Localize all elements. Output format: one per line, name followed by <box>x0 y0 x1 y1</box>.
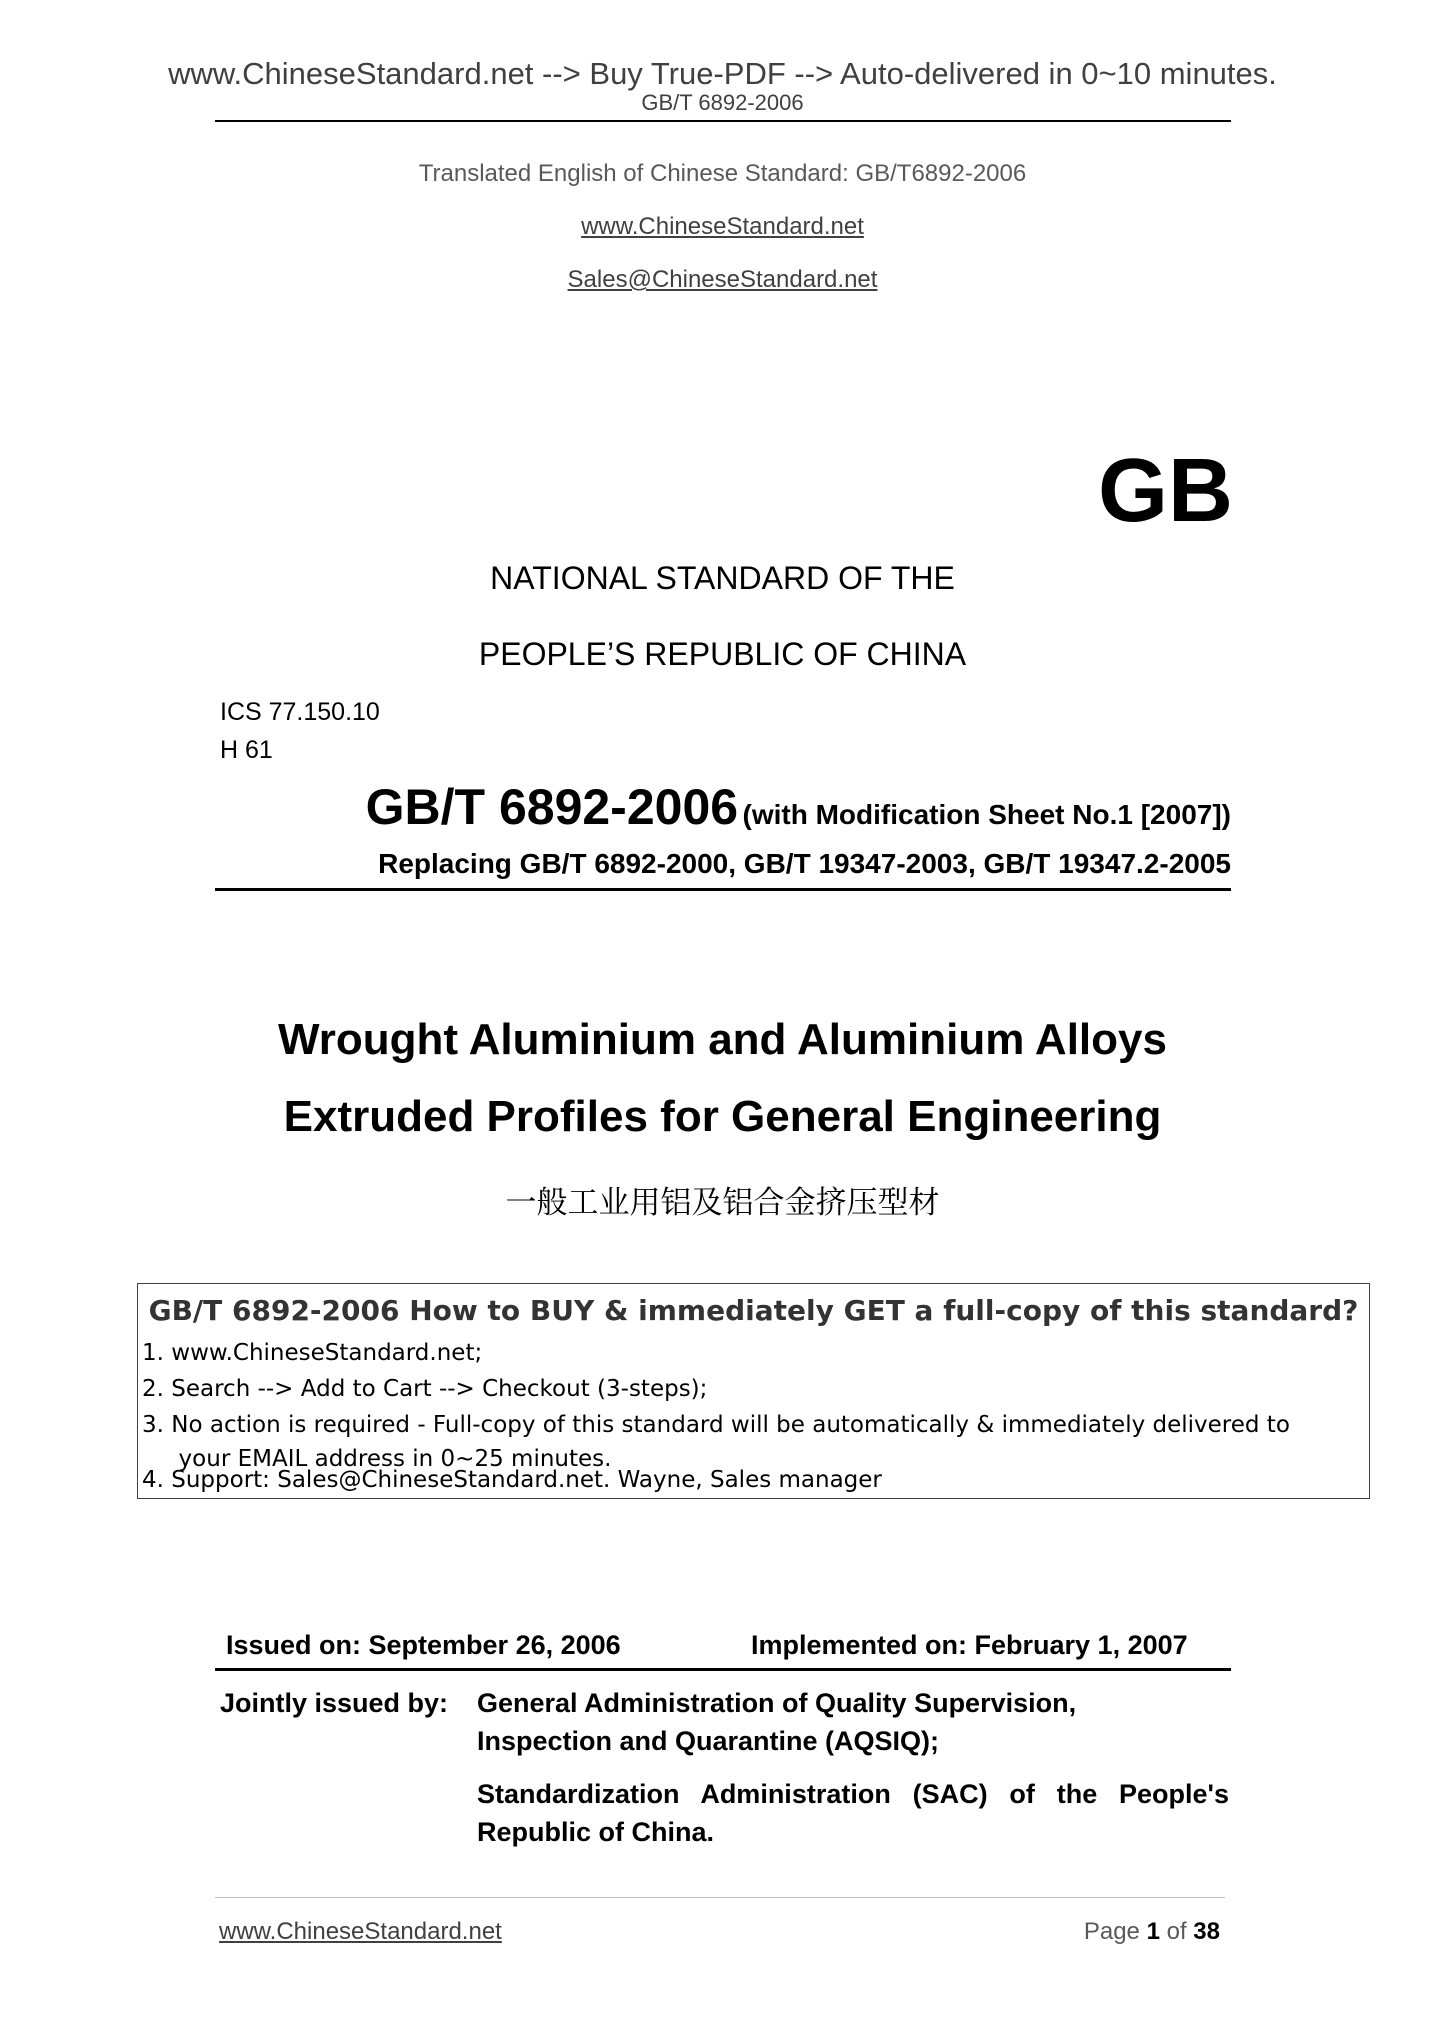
national-standard-line1: NATIONAL STANDARD OF THE <box>490 560 955 596</box>
issued-date: Issued on: September 26, 2006 <box>226 1630 621 1660</box>
header-rule <box>215 120 1231 122</box>
buy-info-box <box>137 1283 1370 1499</box>
issuer1-line2: Inspection and Quarantine (AQSIQ); <box>477 1726 940 1756</box>
standard-number-line <box>366 778 1231 836</box>
dates-rule <box>215 1668 1231 1671</box>
page-current: 1 <box>1146 1918 1160 1945</box>
issuer2-line1: Standardization Administration (SAC) of the People's <box>477 1779 1229 1809</box>
title-line2: Extruded Profiles for General Engineering <box>283 1092 1162 1141</box>
ics-code: ICS 77.150.10 <box>220 698 380 726</box>
implemented-date: Implemented on: February 1, 2007 <box>751 1630 1188 1660</box>
buy-step-2: 2. Search --> Add to Cart --> Checkout (3-steps); <box>142 1376 708 1402</box>
email-link[interactable]: Sales@ChineseStandard.net <box>567 266 878 293</box>
gb-mark: GB <box>1098 441 1233 541</box>
buy-step-1: 1. www.ChineseStandard.net; <box>142 1340 483 1366</box>
buy-step-3: 3. No action is required - Full-copy of this standard will be automatically & immediately delivered to <box>142 1412 1290 1438</box>
standard-number: GB/T 6892-2006 <box>365 779 739 835</box>
footer-website-link[interactable]: www.ChineseStandard.net <box>219 1918 502 1945</box>
page-of: of <box>1166 1918 1187 1945</box>
page-label: Page <box>1083 1918 1140 1945</box>
buy-step-3-continued: your EMAIL address in 0~25 minutes. <box>142 1446 612 1472</box>
modification-note: (with Modification Sheet No.1 [2007]) <box>742 799 1231 830</box>
page-indicator <box>1084 1918 1220 1946</box>
issuer2-line2: Republic of China. <box>477 1817 715 1847</box>
footer-rule <box>215 1897 1225 1898</box>
chinese-title: 一般工业用铝及铝合金挤压型材 <box>505 1185 940 1221</box>
top-banner: www.ChineseStandard.net --> Buy True-PDF --> Auto-delivered in 0~10 minutes. <box>168 56 1277 91</box>
ccs-code: H 61 <box>220 736 273 764</box>
buy-box-heading: GB/T 6892-2006 How to BUY & immediately GET a full-copy of this standard? <box>148 1294 1359 1327</box>
running-head: GB/T 6892-2006 <box>641 90 804 115</box>
national-standard-line2: PEOPLE’S REPUBLIC OF CHINA <box>478 636 967 672</box>
issuer1-line1: General Administration of Quality Supervision, <box>477 1688 1077 1718</box>
replacing-line: Replacing GB/T 6892-2000, GB/T 19347-2003, GB/T 19347.2-2005 <box>378 848 1231 879</box>
translated-note: Translated English of Chinese Standard: GB/T6892-2006 <box>418 160 1027 187</box>
title-line1: Wrought Aluminium and Aluminium Alloys <box>278 1015 1167 1064</box>
page-total: 38 <box>1193 1918 1220 1945</box>
jointly-issued-label: Jointly issued by: <box>220 1688 449 1718</box>
website-link[interactable]: www.ChineseStandard.net <box>581 213 864 240</box>
buy-step-4: 4. Support: Sales@ChineseStandard.net. Wayne, Sales manager <box>142 1467 882 1493</box>
cover-rule <box>215 888 1231 891</box>
